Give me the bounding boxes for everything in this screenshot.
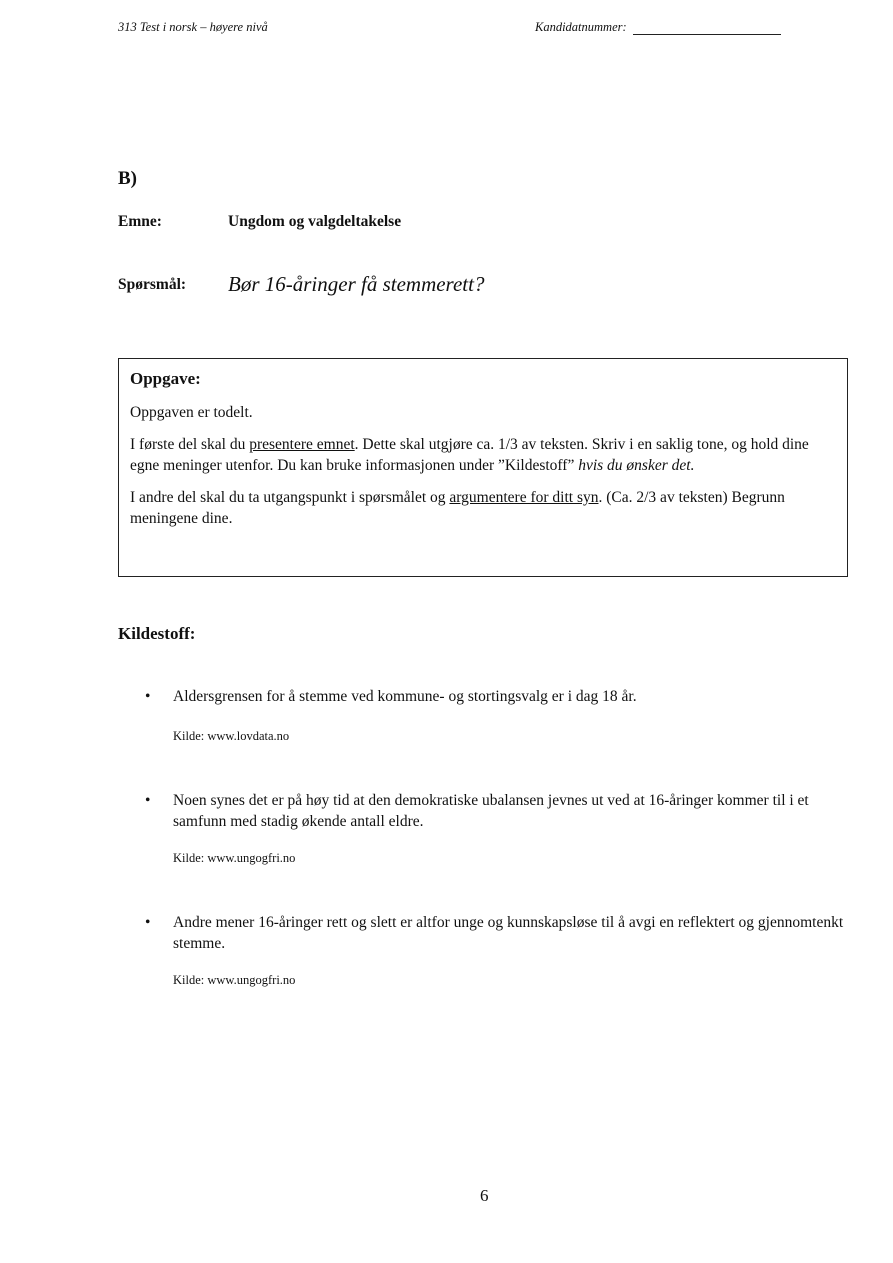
topic-label: Emne: xyxy=(118,213,162,230)
question-label: Spørsmål: xyxy=(118,276,187,293)
source-item-text: Andre mener 16-åringer rett og slett er altfor unge og kunnskapsløse til å avgi en reflektert og gjennomtenkt stemme. xyxy=(173,914,844,952)
header-test-title: 313 Test i norsk – høyere nivå xyxy=(118,20,268,34)
page-number: 6 xyxy=(480,1186,489,1205)
question-value: Bør 16-åringer få stemmerett? xyxy=(228,272,485,296)
part-two-text-b: . (Ca. 2/3 av teksten) Begrunn meningene dine. xyxy=(130,489,785,527)
task-paragraph-intro xyxy=(130,402,835,423)
candidate-number-label: Kandidatnummer: xyxy=(535,20,627,34)
bullet-icon: • xyxy=(145,792,151,809)
source-item-citation: Kilde: www.ungogfri.no xyxy=(173,851,296,865)
topic-value: Ungdom og valgdeltakelse xyxy=(228,213,402,230)
part-one-text-a: I første del skal du xyxy=(130,436,250,453)
task-box xyxy=(118,358,848,577)
source-item-citation: Kilde: www.ungogfri.no xyxy=(173,973,296,987)
bullet-icon: • xyxy=(145,914,151,931)
section-label: B) xyxy=(118,168,137,189)
source-material-heading: Kildestoff: xyxy=(118,624,196,643)
part-two-text-a: I andre del skal du ta utgangspunkt i spørsmålet og xyxy=(130,489,450,506)
part-two-underlined: argumentere for ditt syn xyxy=(449,489,599,506)
source-item-citation: Kilde: www.lovdata.no xyxy=(173,729,290,743)
part-one-italic: hvis du ønsker det. xyxy=(578,457,695,474)
source-item-text: Aldersgrensen for å stemme ved kommune- og stortingsvalg er i dag 18 år. xyxy=(173,688,637,705)
candidate-number-blank-line xyxy=(633,22,781,35)
task-intro-text: Oppgaven er todelt. xyxy=(130,404,253,421)
task-title: Oppgave: xyxy=(130,369,201,388)
part-one-text-b: . Dette skal utgjøre ca. 1/3 av teksten. Skriv i en saklig tone, og hold dine egne meninger utenfor. Du kan bruke informasjonen under ”Kildestoff” xyxy=(130,436,809,474)
candidate-number-field xyxy=(535,20,781,35)
task-paragraph-part-one xyxy=(130,434,835,476)
part-one-underlined: presentere emnet xyxy=(249,436,355,453)
task-paragraph-part-two xyxy=(130,487,835,529)
source-item-text: Noen synes det er på høy tid at den demokratiske ubalansen jevnes ut ved at 16-åringer kommer til i et samfunn med stadig økende antall eldre. xyxy=(173,792,809,830)
bullet-icon: • xyxy=(145,688,151,705)
